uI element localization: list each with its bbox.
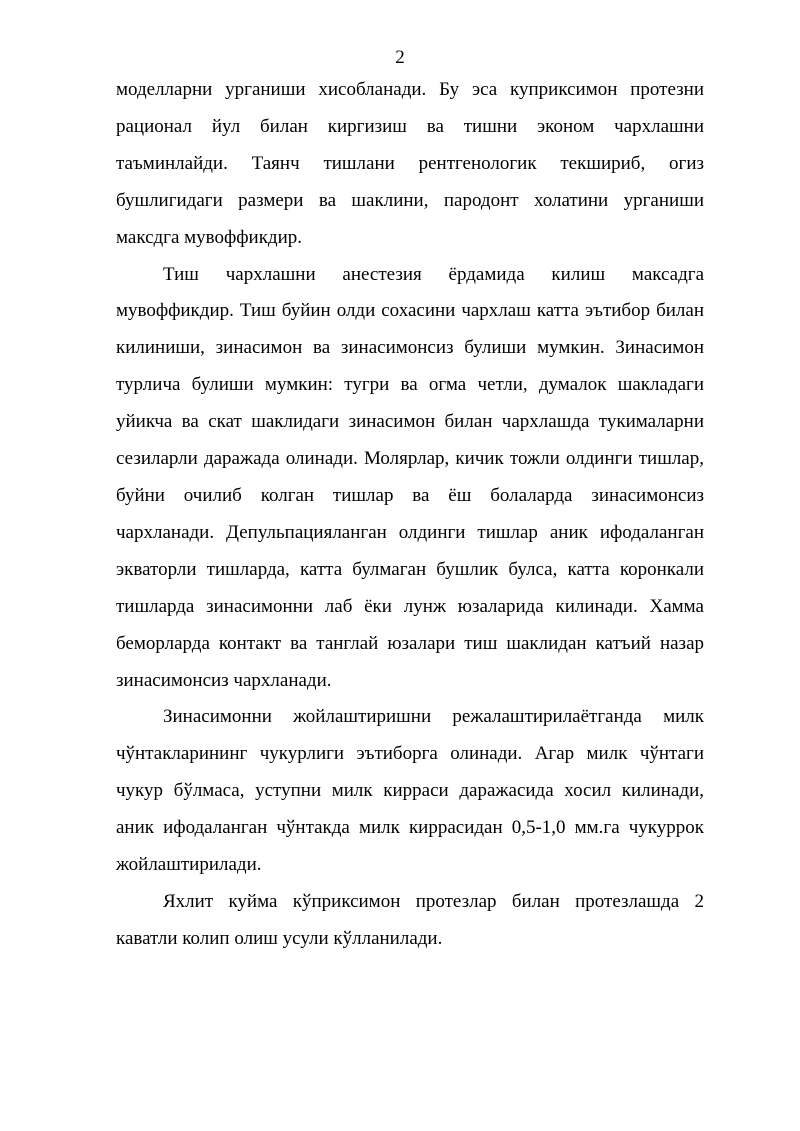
- body-text: [116, 72, 704, 958]
- paragraph-2: Тиш чархлашни анестезия ёрдамида килиш максадга мувоффикдир. Тиш буйин олди сохасини чархлаш катта эътибор билан килиниши, зинасимон ва зинасимонсиз булиши мумкин. Зинасимон турлича булиши мумкин: тугри ва огма четли, думалок шакладаги уйикча ва скат шаклидаги зинасимон билан чархлашда тукималарни сезиларли даражада олинади. Молярлар, кичик тожли олдинги тишлар, буйни очилиб колган тишлар ва ёш болаларда зинасимонсиз чархланади. Депульпацияланган олдинги тишлар аник ифодаланган экваторли тишларда, катта булмаган бушлик булса, катта коронкали тишларда зинасимонни лаб ёки лунж юзаларида килинади. Хамма беморларда контакт ва танглай юзалари тиш шаклидан катъий назар зинасимонсиз чархланади.: [116, 263, 704, 691]
- page-number: 2: [395, 47, 405, 68]
- paragraph-3: Зинасимонни жойлаштиришни режалаштирилаётганда милк чўнтакларининг чукурлиги эътиборга олинади. Агар милк чўнтаги чукур бўлмаса, уступни милк кирраси даражасида хосил килинади, аник ифодаланган чўнтакда милк киррасидан 0,5-1,0 мм.га чукуррок жойлаштирилади.: [116, 706, 704, 876]
- paragraph-4: Яхлит куйма кўприксимон протезлар билан протезлашда 2 каватли колип олиш усули кўлланилади.: [116, 890, 704, 949]
- paragraph-1: моделларни урганиши хисобланади. Бу эса куприксимон протезни рационал йул билан киргизиш ва тишни эконом чархлашни таъминлайди. Таянч тишлани рентгенологик текшириб, огиз бушлигидаги размери ва шаклини, пародонт холатини урганиши максдга мувоффикдир.: [116, 79, 704, 248]
